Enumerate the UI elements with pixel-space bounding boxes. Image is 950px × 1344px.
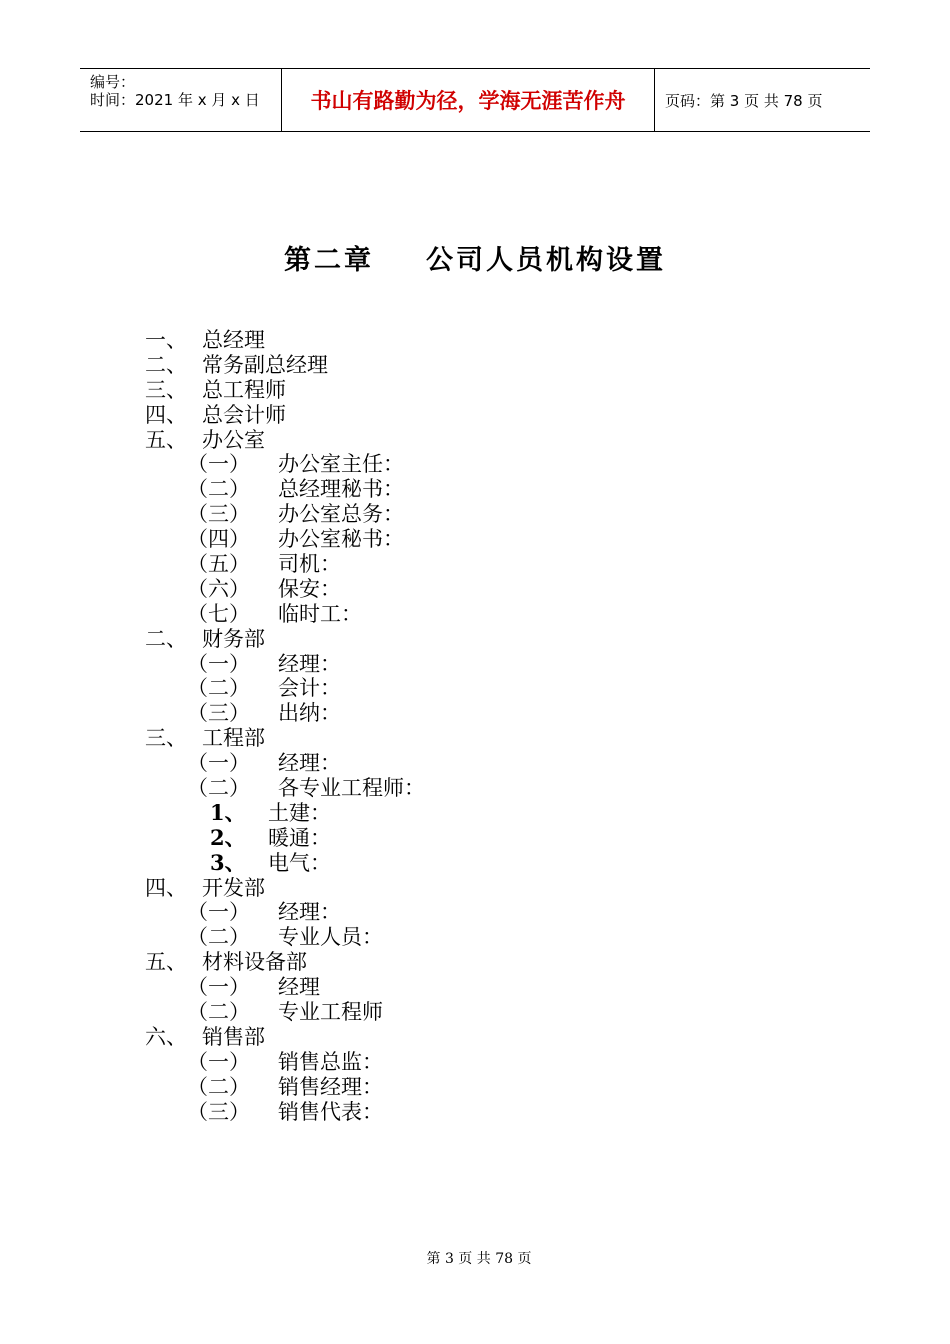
outline-item-number: 3、 xyxy=(210,849,246,875)
outline-item xyxy=(0,1100,950,1125)
outline-item-number: （一） xyxy=(187,651,250,676)
outline-item xyxy=(0,1025,950,1050)
outline-item-text: 常务副总经理 xyxy=(202,352,328,377)
outline-item-text: 电气： xyxy=(268,850,331,875)
outline-item-text: 经理 xyxy=(278,975,320,1000)
outline-item-text: 销售总监： xyxy=(278,1049,383,1074)
outline-item-text: 销售代表： xyxy=(278,1099,383,1124)
outline-item xyxy=(0,751,950,776)
outline-item-number: （三） xyxy=(187,1099,250,1124)
outline-item xyxy=(0,378,950,403)
outline-item-number: 五、 xyxy=(145,950,187,975)
outline-item-text: 办公室秘书： xyxy=(278,527,404,552)
outline-item xyxy=(0,1050,950,1075)
outline-item-number: 二、 xyxy=(145,626,187,651)
outline-item xyxy=(0,652,950,677)
outline-item xyxy=(0,627,950,652)
outline-item-number: 四、 xyxy=(145,875,187,900)
outline-item-text: 总会计师 xyxy=(202,402,286,427)
outline-item-number: 2、 xyxy=(210,824,246,850)
outline-item-number: （二） xyxy=(187,676,250,701)
outline-item-text: 总经理 xyxy=(202,328,265,352)
outline-item-number: （一） xyxy=(187,452,250,477)
outline-item-text: 经理： xyxy=(278,751,341,776)
outline-item-text: 土建： xyxy=(268,800,331,825)
outline-item-text: 专业工程师 xyxy=(278,1000,383,1025)
outline-item-number: （二） xyxy=(187,1000,250,1025)
outline-item-text: 出纳： xyxy=(278,701,341,726)
outline-item-text: 财务部 xyxy=(202,626,265,651)
outline-item-text: 销售经理： xyxy=(278,1074,383,1099)
header-page-label: 页码：第 3 页 共 78 页 xyxy=(665,92,823,110)
outline-item xyxy=(0,701,950,726)
motto-text: 书山有路勤为径，学海无涯苦作舟 xyxy=(310,89,626,113)
outline-item-number: （四） xyxy=(187,527,250,552)
outline-item xyxy=(0,602,950,627)
outline-item-number: 二、 xyxy=(145,352,187,377)
outline-item-number: （五） xyxy=(187,552,250,577)
outline-item-number: 1、 xyxy=(210,799,246,825)
outline-item xyxy=(0,328,950,353)
outline-item xyxy=(0,776,950,801)
outline-item-text: 各专业工程师： xyxy=(278,776,425,801)
outline-item-text: 销售部 xyxy=(202,1024,265,1049)
outline-item-text: 工程部 xyxy=(202,726,265,751)
outline-item-text: 专业人员： xyxy=(278,925,383,950)
outline-item xyxy=(0,925,950,950)
outline-item-number: （二） xyxy=(187,1074,250,1099)
outline-item-text: 办公室 xyxy=(202,427,265,452)
outline-item-number: （七） xyxy=(187,601,250,626)
outline-item xyxy=(0,1000,950,1025)
outline-item-text: 经理： xyxy=(278,651,341,676)
outline-item-number: （三） xyxy=(187,701,250,726)
serial-label: 编号： xyxy=(90,73,136,91)
outline-item xyxy=(0,477,950,502)
outline-item xyxy=(0,975,950,1000)
outline-item xyxy=(0,577,950,602)
outline-item-text: 总工程师 xyxy=(202,377,286,402)
outline-item-text: 保安： xyxy=(278,576,341,601)
chapter-title xyxy=(0,238,950,277)
outline-item-number: （二） xyxy=(187,477,250,502)
org-outline xyxy=(0,328,950,1125)
header-page-cell xyxy=(655,69,870,131)
outline-item-text: 会计： xyxy=(278,676,341,701)
outline-item-text: 经理： xyxy=(278,900,341,925)
outline-item xyxy=(0,950,950,975)
header-info-cell xyxy=(80,69,282,131)
outline-item xyxy=(0,801,950,826)
outline-item xyxy=(0,527,950,552)
outline-item-text: 司机： xyxy=(278,552,341,577)
header-motto-cell xyxy=(282,69,655,131)
outline-item-text: 办公室主任： xyxy=(278,452,404,477)
outline-item-text: 总经理秘书： xyxy=(278,477,404,502)
outline-item xyxy=(0,552,950,577)
page-footer: 第 3 页 共 78 页 xyxy=(426,1251,532,1267)
outline-item xyxy=(0,502,950,527)
outline-item-number: （六） xyxy=(187,576,250,601)
chapter-number: 第二章 xyxy=(284,245,374,276)
outline-item-text: 开发部 xyxy=(202,875,265,900)
outline-item xyxy=(0,900,950,925)
outline-item-number: （一） xyxy=(187,900,250,925)
outline-item xyxy=(0,452,950,477)
outline-item-number: （三） xyxy=(187,502,250,527)
time-label: 时间：2021 年 x 月 x 日 xyxy=(90,91,260,109)
outline-item-number: 四、 xyxy=(145,402,187,427)
outline-item-number: 三、 xyxy=(145,726,187,751)
outline-item-number: （一） xyxy=(187,751,250,776)
outline-item-number: （一） xyxy=(187,975,250,1000)
outline-item xyxy=(0,876,950,901)
outline-item-number: （一） xyxy=(187,1049,250,1074)
outline-item-number: （二） xyxy=(187,925,250,950)
outline-item-number: 五、 xyxy=(145,427,187,452)
outline-item xyxy=(0,353,950,378)
outline-item xyxy=(0,676,950,701)
outline-item-number: 一、 xyxy=(145,328,187,352)
outline-item-number: 六、 xyxy=(145,1024,187,1049)
outline-item xyxy=(0,851,950,876)
outline-item-text: 办公室总务： xyxy=(278,502,404,527)
outline-item xyxy=(0,726,950,751)
outline-item-text: 暖通： xyxy=(268,825,331,850)
outline-item-text: 材料设备部 xyxy=(202,950,307,975)
outline-item xyxy=(0,403,950,428)
chapter-name: 公司人员机构设置 xyxy=(426,245,666,276)
outline-item-number: 三、 xyxy=(145,377,187,402)
outline-item-text: 临时工： xyxy=(278,601,362,626)
outline-item xyxy=(0,428,950,453)
outline-item-number: （二） xyxy=(187,776,250,801)
header-table xyxy=(80,68,870,132)
outline-item xyxy=(0,1075,950,1100)
outline-item xyxy=(0,826,950,851)
